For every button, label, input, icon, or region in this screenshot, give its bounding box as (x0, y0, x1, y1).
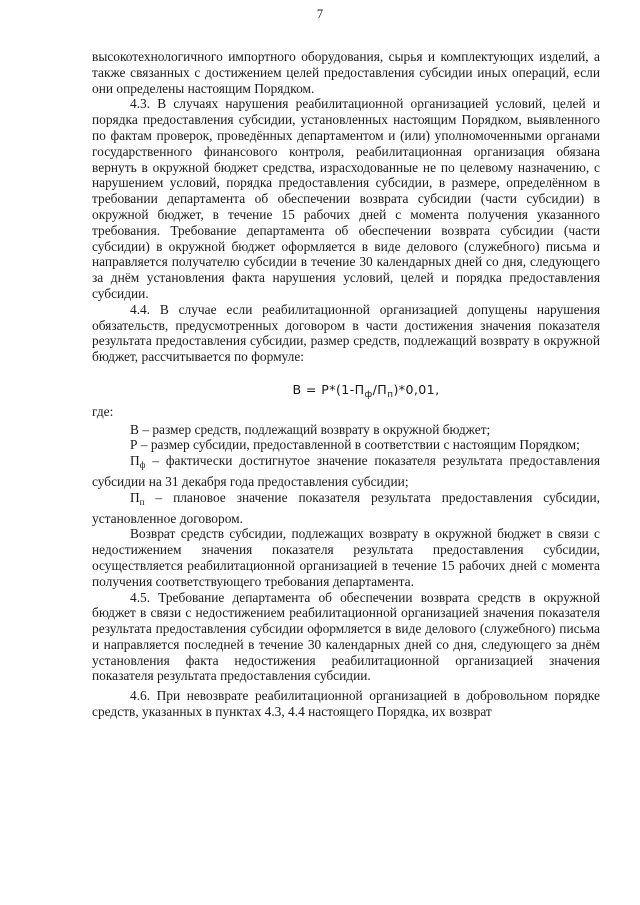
paragraph-4-6: 4.6. При невозврате реабилитационной организацией в добровольном порядке средств, указанных в пунктах 4.3, 4.4 настоящего Порядка, их возврат (92, 688, 600, 720)
page-number: 7 (316, 7, 324, 21)
document-body (92, 49, 600, 720)
definition-pp: $П_п$ – плановое значение показателя результата предоставления субсидии, установленное договором. (92, 489, 600, 526)
definition-v: В – размер средств, подлежащий возврату в окружной бюджет; (130, 421, 491, 437)
paragraph-continuation: высокотехнологичного импортного оборудования, сырья и комплектующих изделий, а также связанных с достижением целей предоставления субсидии иных операций, если они определены настоящим Порядком. (92, 49, 600, 96)
definition-pf: $П_ф$ – фактически достигнутое значение показателя результата предоставления субсидии на 31 декабря года предоставления субсидии; (92, 453, 600, 489)
definition-r: Р – размер субсидии, предоставленной в соответствии с настоящим Порядком; (130, 437, 580, 453)
paragraph-return: Возврат средств субсидии, подлежащих возврату в окружной бюджет в связи с недостижением значения показателя результата предоставления субсидии, осуществляется реабилитационной организацией в течение 15 рабочих дней с момента получения соответствующего требования департамента. (92, 526, 600, 589)
where-label: где: (92, 403, 114, 419)
paragraph-4-4: 4.4. В случае если реабилитационной организацией допущены нарушения обязательств, предусмотренных договором в части достижения значения показателя результата предоставления субсидии, размер средств, подлежащий возврату в окружной бюджет, рассчитывается по формуле: (92, 301, 600, 365)
formula: $В = Р*(1-П_ф/П_п)*0,01$, (292, 381, 440, 400)
paragraph-4-3: 4.3. В случаях нарушения реабилитационной организацией условий, целей и порядка предоставления субсидии, установленных настоящим Порядком, выявленного по фактам проверок, проведённых департаментом и (или) уполномоченными органами государственного финансового контроля, реабилитационная организация обязана вернуть в окружной бюджет средства, израсходованные не по целевому назначению, с нарушением условий, порядка предоставления субсидии, в размере, определённом в требовании департамента об обеспечении возврата субсидии (части субсидии) в окружной бюджет, в течение 15 рабочих дней с момента получения указанного требования. Требование департамента об обеспечении возврата субсидии (части субсидии) в окружной бюджет оформляется в виде делового (служебного) письма и направляется получателю субсидии в течение 30 календарных дней со дня, следующего за днём установления факта нарушения условий, целей и порядка предоставления субсидии. (92, 96, 600, 301)
paragraph-4-5: 4.5. Требование департамента об обеспечении возврата средств в окружной бюджет в связи с недостижением реабилитационной организацией значения показателя результата предоставления субсидии оформляется в виде делового (служебного) письма и направляется последней в течение 30 календарных дней со дня, следующего за днём установления факта недостижения реабилитационной организацией значения показателя результата предоставления субсидии. (92, 589, 600, 684)
